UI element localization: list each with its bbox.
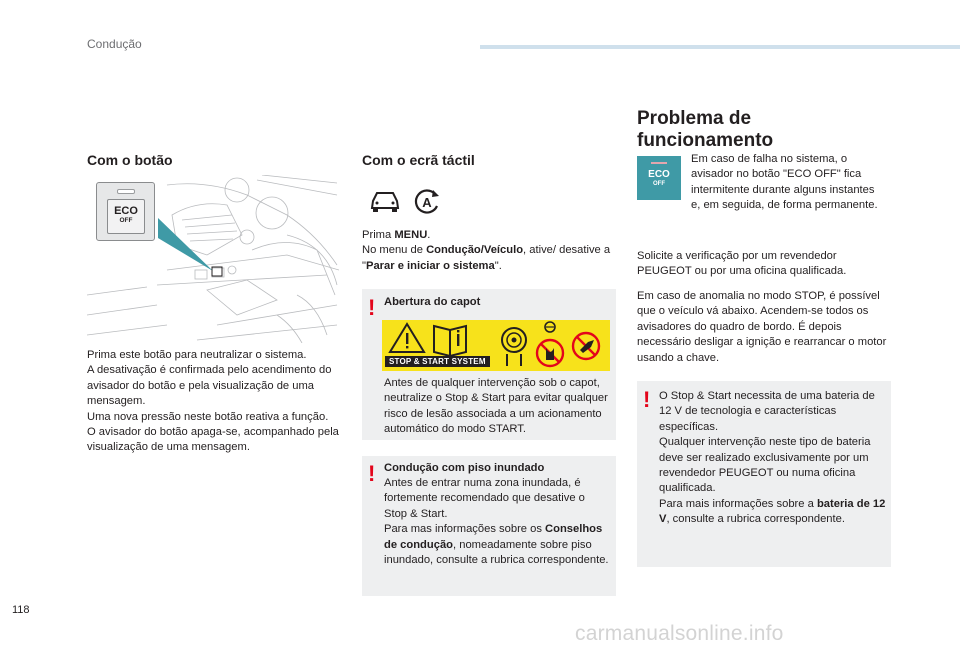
section-header: Condução [87,37,142,51]
col1-title: Com o botão [87,152,173,168]
intro-option: Parar e iniciar o sistema [365,259,495,272]
intro-menu: MENU [394,229,428,241]
warning-hood-text: Antes de qualquer intervenção sob o capot, neutralize o Stop & Start para evitar qualquer risco de lesão associada a um acionamento automático do modo START. [384,377,608,436]
warning-box-hood [362,289,616,440]
indicator-led-icon [651,162,667,164]
page-number: 118 [12,604,30,616]
eco-off-button-callout [96,182,155,241]
warning-exclamation-icon: ! [368,461,376,486]
col3-dealer-text: Solicite a verificação por um revendedor PEUGEOT ou por uma oficina qualificada. [637,250,847,278]
warning-flood-title: Condução com piso inundado [384,462,545,474]
eco-off-warning-icon [637,156,681,200]
warning-box-flooded-road [362,456,616,596]
intro-suffix: ". [494,259,502,272]
stop-start-auto-icon [413,188,441,216]
warning-box-battery [637,381,891,567]
eco-icon-label: ECO [648,169,670,180]
stop-start-warning-label [382,320,610,371]
stop-start-system-banner: STOP & START SYSTEM [385,356,490,367]
off-icon-label: OFF [653,181,665,187]
col2-intro [362,228,612,274]
warning-flood-text [384,476,610,568]
flood-text-a: Antes de entrar numa zona inundada, é fortemente recomendado que desative o Stop & Start. Para mas informações sobre os [384,477,585,536]
intro-mid2: , ative/ desative a " [362,244,611,272]
col3-title: Problema de funcionamento [637,108,774,151]
warning-exclamation-icon: ! [643,387,651,412]
header-bar [480,45,960,49]
col3-stop-anomaly-text: Em caso de anomalia no modo STOP, é possível que o veículo vá abaixo. Acendem-se todos os avisadores do quadro de bordo. É depois necessário desligar a ignição e rearrancar o motor usando a chave. [637,290,887,364]
col3-fault-text: Em caso de falha no sistema, o avisador no botão "ECO OFF" fica intermitente durante alguns instantes e, em seguida, de forma permanente. [691,153,878,212]
car-icon [368,188,402,214]
intro-prefix: Prima [362,229,395,241]
intro-menu-path: Condução/Veículo [426,244,524,257]
battery-text-link: bateria de 12 V [659,497,886,526]
warning-hood-title: Abertura do capot [384,296,481,308]
dashboard-illustration [87,175,339,343]
indicator-led [117,189,135,194]
battery-text-b: , consulte a rubrica correspondente. [666,513,845,526]
warning-exclamation-icon: ! [368,295,376,320]
col1-paragraph: Prima este botão para neutralizar o sistema. A desativação é confirmada pelo acendimento do avisador do botão e pela visualização de uma mensagem. Uma nova pressão neste botão reativa a função. O avisador do botão apaga-se, acompanhado pela visualização de uma mensagem. [87,349,339,454]
col2-title: Com o ecrã táctil [362,152,475,168]
svg-text:A: A [422,195,432,210]
warning-battery-text [659,389,887,528]
watermark: carmanualsonline.info [575,622,784,645]
battery-text-a: O Stop & Start necessita de uma bateria de 12 V de tecnologia e características específicas. Qualquer intervenção neste tipo de bateria deve ser realizado exclusivamente por um revendedor PEUGEOT ou numa oficina qualificada. Para mais informações sobre a [659,390,875,510]
eco-off-button[interactable] [107,199,145,234]
intro-mid: . No menu de [362,229,431,257]
flood-text-link: Conselhos de condução [384,523,603,551]
flood-text-b: , nomeadamente sobre piso inundado, consulte a rubrica correspondente. [384,538,609,567]
eco-label: ECO [114,205,138,217]
off-label: OFF [119,217,133,224]
